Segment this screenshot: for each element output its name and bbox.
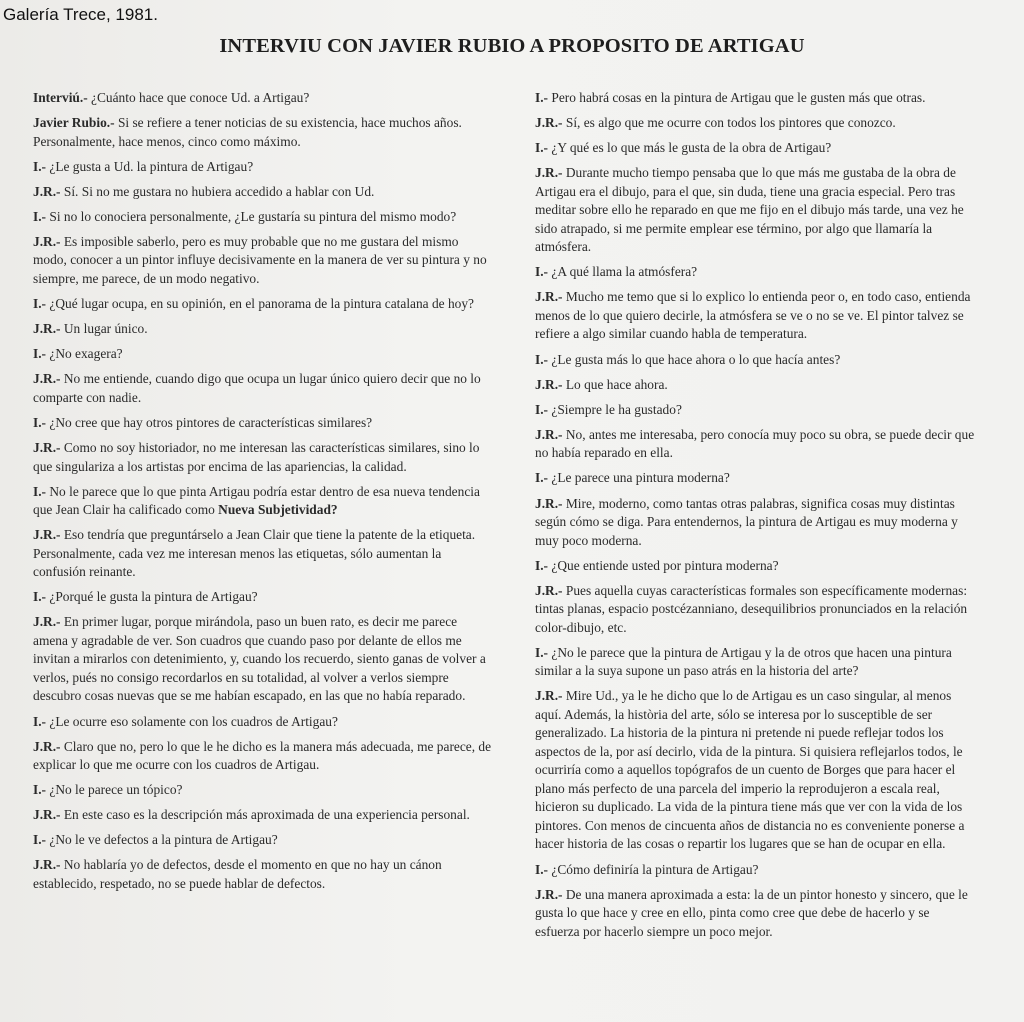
paragraph-text: ¿No le parece un tópico? (46, 782, 183, 798)
dialogue-paragraph (535, 401, 975, 420)
speaker-label: J.R.- (33, 233, 61, 249)
dialogue-paragraph (33, 713, 495, 732)
speaker-label: I.- (535, 557, 549, 573)
speaker-label: I.- (535, 140, 549, 156)
speaker-label: Interviú.- (33, 90, 88, 105)
paragraph-text: Pues aquella cuyas características formales son específicamente modernas: tintas planas, espacio postcézanniano, desequilibrios pronunciados en la relación color-dibujo, etc. (535, 582, 968, 635)
paragraph-text: En primer lugar, porque mirándola, paso un buen rato, es decir me parece amena y agradable de ver. Son cuadros que cuando paso por delante de ellos me invitan a mirarlos con detenimiento, y, cuando los recuerdo, siento ganas de volver a verlos, pués no consigo recordarlos en su totalidad, al volver a verlos siempre descubro cosas nuevas que se me habían escapado, en las que no había reparado. (33, 614, 486, 704)
speaker-label: I.- (33, 414, 47, 430)
dialogue-paragraph (33, 114, 495, 151)
paragraph-text: Durante mucho tiempo pensaba que lo que más me gustaba de la obra de Artigau era el dibujo, para el que, sin duda, tiene una gracia especial. Pero tras meditar sobre ello he reparado en que me fijo en el dibujo más tarde, una vez he sido atrapado, si me permite emplear ese término, por algo que llamaría la atmósfera. (535, 165, 964, 255)
speaker-label: I.- (33, 832, 47, 848)
paragraph-text: En este caso es la descripción más aproximada de una experiencia personal. (60, 807, 470, 823)
speaker-label: I.- (33, 713, 47, 729)
paragraph-text: De una manera aproximada a esta: la de un pintor honesto y sincero, que le gusta lo que hace y cree en ello, pinta como cree que debe de hacerlo y se esfuerza por hacerlo siempre un poco mejor. (535, 886, 968, 939)
speaker-label: I.- (33, 346, 47, 362)
paragraph-text: Claro que no, pero lo que le he dicho es la manera más adecuada, me parece, de explicar lo que me ocurre con los cuadros de Artigau. (33, 738, 492, 773)
paragraph-text: Lo que hace ahora. (562, 376, 668, 392)
paragraph-text: Mire Ud., ya le he dicho que lo de Artigau es un caso singular, al menos aquí. Además, la història del arte, sólo se interesa por lo susceptible de ser generalizado. La historia de la pintura ni pretende ni puede reflejar todos los aspectos de la, por así decirlo, vida de la pintura. Si quisiera reflejarlos todos, le ocurriría como a aquellos topógrafos de un cuento de Borges que para hacer el plano más perfecto de una parcela del imperio la reprodujeron a escala real, hicieron su duplicado. La vida de la pintura tiene más que ver con la vida de los pintores. Con menos de cincuenta años de distancia no es conveniente ponerse a hacer historia de las cosas o repartir los lugares que se han de ocupar en ella. (535, 688, 965, 852)
dialogue-paragraph (535, 582, 975, 638)
paragraph-text: Como no soy historiador, no me interesan las características similares, sino lo que singulariza a los artistas por encima de las apariencias, la calidad. (33, 440, 480, 474)
paragraph-text: ¿No le parece que la pintura de Artigau y la de otros que hacen una pintura similar a la suya supone un paso atrás en la historia del arte? (535, 644, 952, 679)
paragraph-text: ¿Que entiende usted por pintura moderna? (548, 557, 779, 573)
paragraph-text: ¿Le gusta a Ud. la pintura de Artigau? (46, 158, 254, 174)
dialogue-paragraph (33, 483, 495, 520)
dialogue-paragraph (535, 288, 975, 344)
dialogue-paragraph (535, 114, 975, 133)
page-title: INTERVIU CON JAVIER RUBIO A PROPOSITO DE ARTIGAU (219, 35, 805, 57)
speaker-label: I.- (33, 296, 47, 312)
speaker-label: J.R.- (33, 614, 61, 630)
speaker-label: J.R.- (535, 582, 563, 598)
dialogue-paragraph (33, 781, 495, 800)
dialogue-paragraph (535, 376, 975, 395)
speaker-label: I.- (33, 483, 47, 499)
paragraph-text: ¿Porqué le gusta la pintura de Artigau? (46, 589, 258, 605)
dialogue-paragraph (33, 831, 495, 850)
emphasized-term: Nueva Subjetividad? (218, 502, 338, 518)
dialogue-paragraph (535, 557, 975, 576)
speaker-label: I.- (535, 470, 549, 486)
dialogue-paragraph (535, 469, 975, 488)
speaker-label: J.R.- (33, 371, 61, 387)
dialogue-paragraph (535, 495, 975, 551)
paragraph-text: No le parece que lo que pinta Artigau podría estar dentro de esa nueva tendencia que Jean Clair ha calificado como (33, 483, 480, 518)
paragraph-text: ¿Le parece una pintura moderna? (548, 470, 730, 486)
speaker-label: I.- (33, 589, 47, 605)
speaker-label: I.- (33, 782, 47, 798)
paragraph-text: Sí, es algo que me ocurre con todos los pintores que conozco. (562, 115, 896, 131)
speaker-label: J.R.- (33, 527, 61, 543)
speaker-label: J.R.- (33, 321, 61, 337)
paragraph-text: ¿No cree que hay otros pintores de características similares? (46, 414, 373, 430)
dialogue-paragraph (33, 370, 495, 407)
paragraph-text: ¿Cómo definiría la pintura de Artigau? (548, 861, 759, 877)
speaker-label: Javier Rubio.- (33, 115, 115, 131)
dialogue-paragraph (33, 183, 495, 202)
paragraph-text: ¿Siempre le ha gustado? (548, 401, 682, 417)
paragraph-text: ¿No exagera? (46, 346, 123, 362)
paragraph-text: ¿Cuánto hace que conoce Ud. a Artigau? (87, 90, 310, 105)
dialogue-paragraph (535, 89, 975, 108)
paragraph-text: No, antes me interesaba, pero conocía muy poco su obra, se puede decir que no había reparado en ella. (535, 426, 975, 461)
dialogue-paragraph (33, 806, 495, 825)
paragraph-text: ¿Qué lugar ocupa, en su opinión, en el panorama de la pintura catalana de hoy? (46, 296, 474, 312)
dialogue-paragraph (535, 644, 975, 681)
speaker-label: I.- (535, 401, 549, 417)
paragraph-text: ¿A qué llama la atmósfera? (548, 264, 698, 280)
paragraph-text: No me entiende, cuando digo que ocupa un lugar único quiero decir que no lo comparte con nadie. (33, 371, 481, 405)
speaker-label: I.- (33, 158, 47, 174)
dialogue-paragraph (535, 426, 975, 463)
dialogue-paragraph (33, 158, 495, 177)
dialogue-paragraph (535, 164, 975, 257)
paragraph-text: ¿No le ve defectos a la pintura de Artigau? (46, 832, 278, 848)
paragraph-text: Si no lo conociera personalmente, ¿Le gustaría su pintura del mismo modo? (46, 208, 457, 224)
paragraph-text: Es imposible saberlo, pero es muy probable que no me gustara del mismo modo, conocer a un pintor influye decisivamente en la manera de ver su pintura y no siempre, me parece, de un modo negativo. (33, 233, 487, 286)
dialogue-paragraph (535, 139, 975, 158)
paragraph-text: Pero habrá cosas en la pintura de Artigau que le gusten más que otras. (548, 90, 926, 105)
dialogue-paragraph (33, 439, 495, 476)
dialogue-paragraph (535, 861, 975, 880)
speaker-label: J.R.- (535, 426, 563, 442)
paragraph-text: ¿Le ocurre eso solamente con los cuadros de Artigau? (46, 713, 338, 729)
paragraph-text: Mucho me temo que si lo explico lo entienda peor o, en todo caso, entienda menos de lo que quiero decirle, la atmósfera se ve o no se ve. El pintor talvez se refiere a algo similar cuando habla de temperatura. (535, 289, 971, 342)
speaker-label: J.R.- (535, 376, 563, 392)
speaker-label: I.- (535, 264, 549, 280)
paragraph-text: Sí. Si no me gustara no hubiera accedido a hablar con Ud. (60, 183, 375, 199)
dialogue-paragraph (33, 856, 495, 893)
right-column (535, 89, 975, 948)
dialogue-paragraph (33, 295, 495, 314)
paragraph-text: ¿Y qué es lo que más le gusta de la obra de Artigau? (548, 140, 832, 156)
speaker-label: I.- (535, 90, 549, 105)
paragraph-text: No hablaría yo de defectos, desde el momento en que no hay un cánon establecido, respetado, no se puede hablar de defectos. (33, 857, 442, 891)
speaker-label: I.- (33, 208, 47, 224)
dialogue-paragraph (33, 233, 495, 289)
dialogue-paragraph (535, 886, 975, 942)
speaker-label: J.R.- (33, 807, 61, 823)
dialogue-paragraph (33, 320, 495, 339)
dialogue-paragraph (33, 613, 495, 706)
speaker-label: J.R.- (33, 440, 61, 456)
speaker-label: J.R.- (535, 289, 563, 305)
dialogue-paragraph (535, 351, 975, 370)
dialogue-paragraph (33, 526, 495, 582)
speaker-label: J.R.- (535, 165, 563, 181)
dialogue-paragraph (33, 414, 495, 433)
speaker-label: I.- (535, 644, 549, 660)
speaker-label: J.R.- (535, 886, 563, 902)
image-caption: Galería Trece, 1981. (3, 5, 158, 24)
speaker-label: J.R.- (535, 495, 563, 511)
paragraph-text: Si se refiere a tener noticias de su existencia, hace muchos años. Personalmente, hace menos, cinco como máximo. (33, 115, 462, 149)
speaker-label: I.- (535, 861, 549, 877)
speaker-label: J.R.- (535, 688, 563, 704)
paragraph-text: Eso tendría que preguntárselo a Jean Clair que tiene la patente de la etiqueta. Personalmente, cada vez me interesan menos las etiquetas, sólo aumentan la confusión reinante. (33, 527, 476, 580)
speaker-label: I.- (535, 351, 549, 367)
dialogue-paragraph (535, 263, 975, 282)
dialogue-paragraph (33, 738, 495, 775)
speaker-label: J.R.- (535, 115, 563, 131)
left-column (33, 89, 495, 900)
dialogue-paragraph (33, 588, 495, 607)
dialogue-paragraph (33, 208, 495, 227)
speaker-label: J.R.- (33, 183, 61, 199)
paragraph-text: ¿Le gusta más lo que hace ahora o lo que hacía antes? (548, 351, 841, 367)
speaker-label: J.R.- (33, 857, 61, 873)
speaker-label: J.R.- (33, 738, 61, 754)
dialogue-paragraph (33, 345, 495, 364)
paragraph-text: Mire, moderno, como tantas otras palabras, significa cosas muy distintas según cómo se diga. Para entendernos, la pintura de Artigau es muy moderna y muy poco moderna. (535, 495, 958, 548)
dialogue-paragraph (535, 687, 975, 854)
dialogue-paragraph (33, 89, 495, 108)
paragraph-text: Un lugar único. (60, 321, 148, 337)
